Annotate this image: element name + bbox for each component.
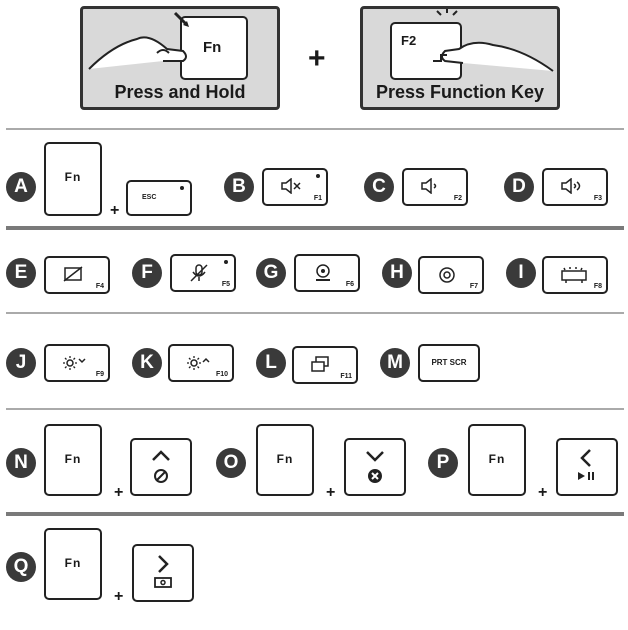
badge-j: J — [6, 348, 36, 378]
fn-key — [256, 424, 314, 496]
finger-press-icon — [363, 9, 557, 89]
volume-down-icon — [420, 178, 444, 194]
f4-label: F4 — [95, 283, 104, 290]
plus-sign: + — [114, 484, 124, 501]
f1-label: F1 — [313, 195, 322, 202]
press-function-key-caption: Press Function Key — [375, 82, 545, 102]
f9-key — [44, 344, 110, 382]
badge-o: O — [216, 448, 246, 478]
badge-g: G — [256, 258, 286, 288]
f4-key — [44, 256, 110, 294]
headset-icon — [436, 266, 460, 284]
up-arrow-key — [130, 438, 192, 496]
divider — [6, 512, 624, 516]
fn-key — [44, 142, 102, 216]
fn-key-label: Fn — [64, 556, 82, 570]
badge-c: C — [364, 172, 394, 202]
f2-label: F2 — [453, 195, 462, 202]
hero-fn-key-label: Fn — [203, 39, 222, 56]
touchpad-off-icon — [62, 266, 86, 282]
badge-f: F — [132, 258, 162, 288]
hand-press-icon — [83, 9, 277, 89]
down-arrow-icon — [346, 440, 404, 494]
display-switch-icon — [310, 356, 334, 374]
left-arrow-icon — [558, 440, 616, 494]
f9-label: F9 — [95, 371, 104, 378]
fn-key-label: Fn — [488, 452, 506, 466]
divider — [6, 128, 624, 130]
esc-key-label: ESC — [142, 194, 157, 201]
down-arrow-key — [344, 438, 406, 496]
fn-key-label: Fn — [276, 452, 294, 466]
fn-key — [44, 528, 102, 600]
fn-key-label: Fn — [64, 170, 82, 184]
esc-key — [126, 180, 192, 216]
f3-key — [542, 168, 608, 206]
f7-label: F7 — [469, 283, 478, 290]
plus-sign: + — [114, 588, 124, 605]
up-arrow-icon — [132, 440, 190, 494]
f6-key — [294, 254, 360, 292]
prtscr-label: PRT SCR — [431, 358, 467, 367]
f11-key — [292, 346, 358, 384]
f8-key — [542, 256, 608, 294]
mic-off-icon — [188, 264, 212, 282]
divider — [6, 312, 624, 314]
instruction-plus: + — [308, 42, 326, 75]
camera-icon — [312, 264, 336, 282]
badge-a: A — [6, 172, 36, 202]
f11-label: F11 — [340, 373, 352, 380]
f2-key — [402, 168, 468, 206]
f10-key — [168, 344, 234, 382]
badge-e: E — [6, 258, 36, 288]
f5-key — [170, 254, 236, 292]
press-and-hold-panel — [80, 6, 280, 110]
indicator-dot — [316, 174, 320, 178]
projector-icon — [560, 266, 588, 284]
badge-l: L — [256, 348, 286, 378]
plus-sign: + — [110, 202, 120, 219]
plus-sign: + — [538, 484, 548, 501]
right-arrow-key — [132, 544, 194, 602]
volume-up-icon — [560, 178, 584, 194]
plus-sign: + — [326, 484, 336, 501]
badge-m: M — [380, 348, 410, 378]
badge-b: B — [224, 172, 254, 202]
right-arrow-icon — [134, 546, 192, 600]
badge-q: Q — [6, 552, 36, 582]
hero-f2-key-label: F2 — [401, 33, 417, 48]
f8-label: F8 — [593, 283, 602, 290]
press-and-hold-caption: Press and Hold — [114, 82, 246, 102]
fn-key — [468, 424, 526, 496]
f1-key — [262, 168, 328, 206]
badge-p: P — [428, 448, 458, 478]
f7-key — [418, 256, 484, 294]
f6-label: F6 — [345, 281, 354, 288]
indicator-dot — [224, 260, 228, 264]
badge-n: N — [6, 448, 36, 478]
indicator-dot — [180, 186, 184, 190]
f3-label: F3 — [593, 195, 602, 202]
f5-label: F5 — [221, 281, 230, 288]
speaker-mute-icon — [280, 178, 304, 194]
badge-d: D — [504, 172, 534, 202]
f10-label: F10 — [215, 371, 228, 378]
brightness-up-icon — [186, 354, 212, 372]
divider — [6, 408, 624, 410]
fn-key-label: Fn — [64, 452, 82, 466]
badge-i: I — [506, 258, 536, 288]
divider — [6, 226, 624, 230]
left-arrow-key — [556, 438, 618, 496]
prtscr-key — [418, 344, 480, 382]
fn-key — [44, 424, 102, 496]
badge-h: H — [382, 258, 412, 288]
brightness-down-icon — [62, 354, 88, 372]
badge-k: K — [132, 348, 162, 378]
press-function-key-panel — [360, 6, 560, 110]
